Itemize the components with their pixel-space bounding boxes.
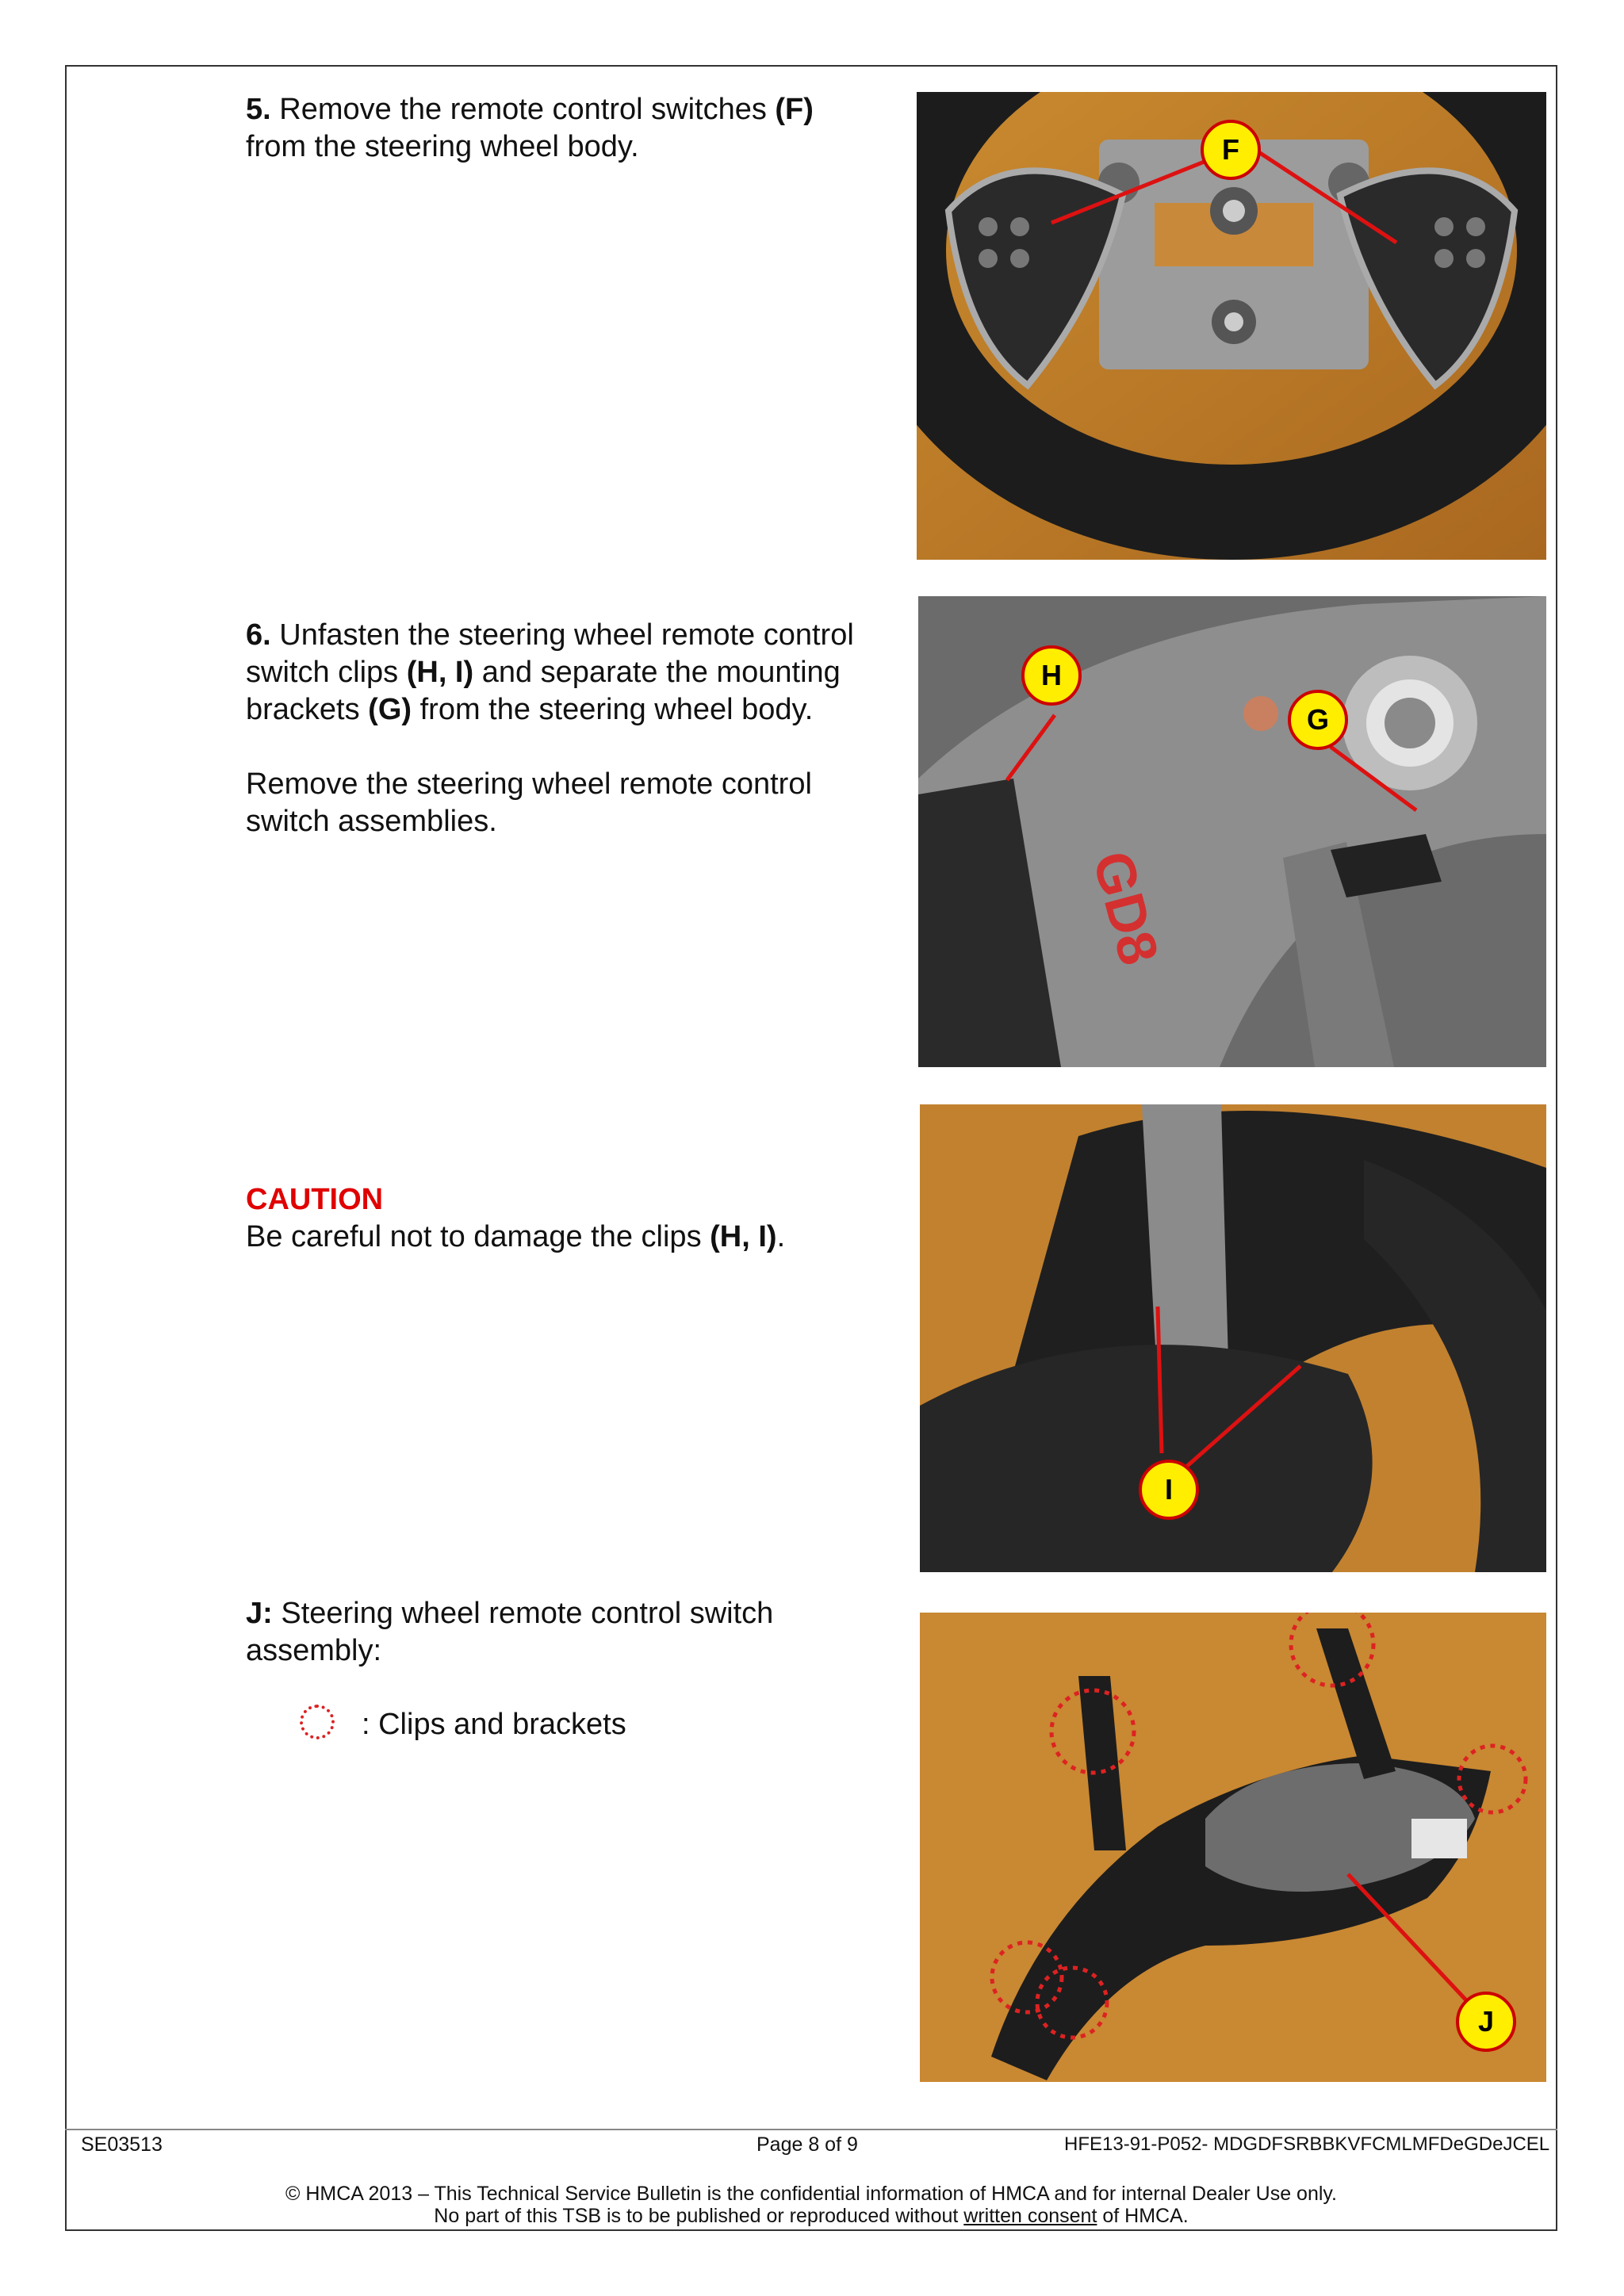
j-text (246, 1595, 773, 1670)
footer-copyright: © HMCA 2013 – This Technical Service Bulletin is the confidential information of HMCA and for internal Dealer Use only. (285, 2183, 1337, 2205)
step-6-line2a: switch clips (246, 656, 407, 689)
step-6-line2-ref: (H, I) (406, 656, 474, 689)
caution-text-a: Be careful not to damage the clips (246, 1220, 710, 1253)
j-line2: assembly: (246, 1634, 382, 1667)
step-5-number: 5. (246, 93, 271, 126)
step-6-text (246, 617, 854, 840)
callout-i: I (1139, 1460, 1199, 1520)
callout-f: F (1201, 120, 1261, 180)
footer-page-number: Page 8 of 9 (756, 2133, 858, 2156)
step-6-line3a: brackets (246, 693, 369, 726)
callout-g: G (1288, 690, 1348, 750)
photo-switch-assembly (920, 1613, 1546, 2082)
step-5-text-a: Remove the remote control switches (270, 93, 776, 126)
caution-text-b: . (776, 1220, 786, 1253)
caution-title: CAUTION (246, 1183, 384, 1216)
j-line1: Steering wheel remote control switch (272, 1597, 774, 1630)
step-6-line1: Unfasten the steering wheel remote control (270, 618, 854, 652)
footer-rule (65, 2129, 1557, 2130)
step-6-line5: switch assemblies. (246, 805, 497, 838)
bracket-illustration (918, 596, 1546, 1067)
footer-notice-a: No part of this TSB is to be published or reproduced without (434, 2205, 964, 2227)
j-legend: : Clips and brackets (362, 1708, 626, 1741)
caution-ref: (H, I) (710, 1220, 777, 1253)
bracket-stamp-text: GD8 (1081, 844, 1171, 971)
photo-clips-i (920, 1104, 1546, 1572)
callout-j: J (1456, 1992, 1516, 2052)
step-6-line3-ref: (G) (368, 693, 412, 726)
clips-illustration (920, 1104, 1546, 1572)
caution-text (246, 1181, 785, 1256)
footer-notice-b: of HMCA. (1097, 2205, 1189, 2227)
photo-steering-wheel (917, 92, 1546, 560)
photo-bracket-closeup (918, 596, 1546, 1067)
footer-doc-code: SE03513 (81, 2133, 163, 2156)
footer-notice (65, 2204, 1557, 2228)
step-6-number: 6. (246, 618, 271, 652)
callout-h: H (1021, 645, 1082, 706)
dotted-circle-icon (300, 1705, 335, 1739)
step-5-text-b: from the steering wheel body. (246, 130, 639, 163)
footer-reference: HFE13-91-P052- MDGDFSRBBKVFCMLMFDeGDeJCEL (1064, 2133, 1550, 2155)
step-6-line4: Remove the steering wheel remote control (246, 767, 812, 801)
assembly-illustration (920, 1613, 1546, 2082)
step-5-text (246, 91, 814, 166)
j-label: J: (246, 1597, 273, 1630)
step-5-ref: (F) (775, 93, 814, 126)
step-6-line2b: and separate the mounting (473, 656, 841, 689)
footer-notice-link: written consent (963, 2205, 1097, 2227)
step-6-line3b: from the steering wheel body. (412, 693, 814, 726)
